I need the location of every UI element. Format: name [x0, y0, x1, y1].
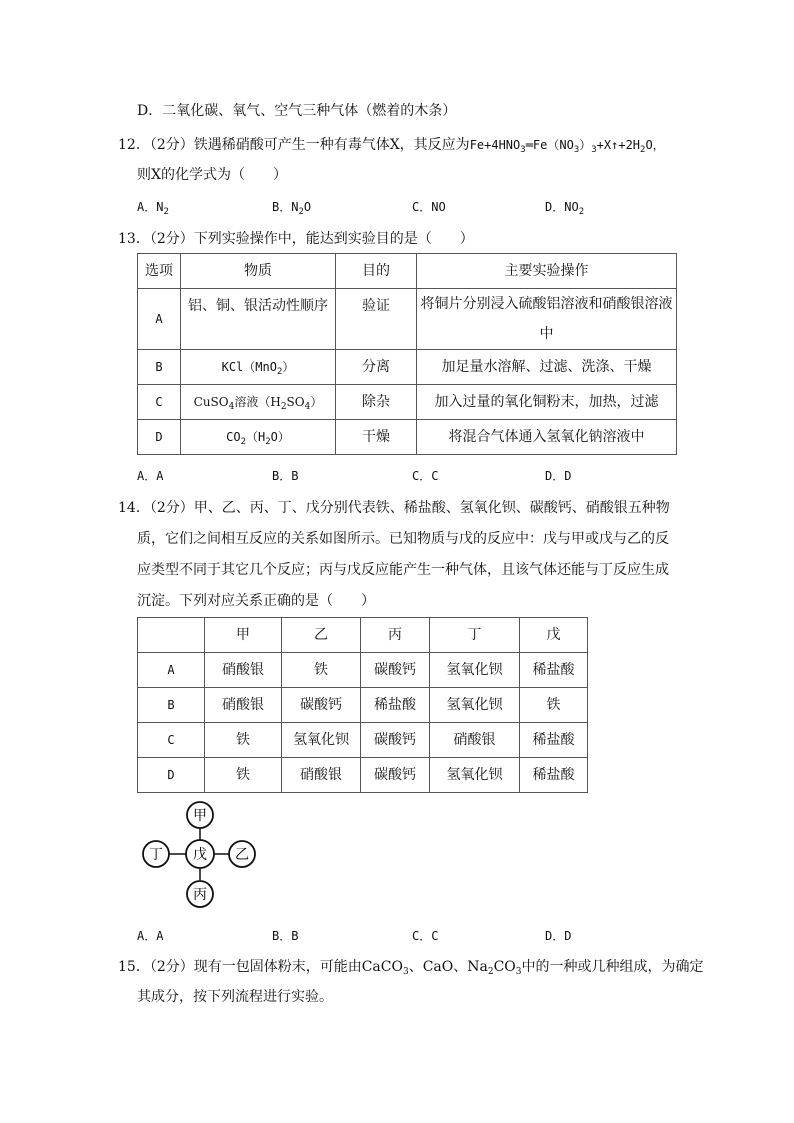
q13-table — [137, 253, 677, 455]
q12-option-b[interactable]: B．$N_2O$ — [272, 200, 312, 217]
q14-cell: A — [138, 653, 205, 688]
q14-stem-line4: 沉淀。下列对应关系正确的是（ ） — [137, 593, 375, 609]
q11-option-d: D．二氧化碳、氧气、空气三种气体（燃着的木条） — [137, 103, 457, 119]
q14-header-cell: 乙 — [282, 618, 361, 653]
diagram-node-right — [229, 841, 255, 867]
q13-option-b[interactable]: B．B — [272, 469, 299, 483]
q13-row-d — [138, 420, 677, 455]
q14-cell: 氢氧化钡 — [430, 688, 520, 723]
q14-relationship-diagram — [140, 800, 260, 915]
q14-row-c — [138, 723, 588, 758]
q13-cell: C — [138, 385, 181, 420]
q13-option-d[interactable]: D．D — [545, 469, 572, 483]
q13-header-cell: 主要实验操作 — [417, 254, 677, 289]
q14-header-row — [138, 618, 588, 653]
q14-option-b[interactable]: B．B — [272, 929, 299, 943]
q13-cell: D — [138, 420, 181, 455]
q13-option-c[interactable]: C．C — [412, 469, 439, 483]
q14-cell: 铁 — [520, 688, 588, 723]
q13-cell: 除杂 — [336, 385, 417, 420]
q13-cell: 干燥 — [336, 420, 417, 455]
q14-cell: 硝酸银 — [205, 688, 282, 723]
q14-stem-line1: 14．（2分）甲、乙、丙、丁、戊分别代表铁、稀盐酸、氢氧化钡、碳酸钙、硝酸银五种物 — [118, 500, 670, 516]
q14-header-cell: 丁 — [430, 618, 520, 653]
q13-row-c — [138, 385, 677, 420]
q13-cell: 分离 — [336, 350, 417, 385]
q14-cell: 氢氧化钡 — [430, 758, 520, 793]
q13-cell: A — [138, 289, 181, 350]
diagram-node-top-label: 甲 — [193, 808, 207, 824]
q14-cell: 稀盐酸 — [520, 653, 588, 688]
q13-header-cell: 物质 — [181, 254, 336, 289]
q13-header-row — [138, 254, 677, 289]
q14-row-d — [138, 758, 588, 793]
q12-option-a[interactable]: A．$N_2$ — [137, 200, 169, 217]
q14-cell: D — [138, 758, 205, 793]
q14-cell: 碳酸钙 — [361, 653, 430, 688]
q14-row-a — [138, 653, 588, 688]
q13-cell: $CO_2(H_2O)$ — [181, 420, 336, 455]
q14-cell: 氢氧化钡 — [282, 723, 361, 758]
q13-row-b — [138, 350, 677, 385]
q14-header-cell: 甲 — [205, 618, 282, 653]
q14-cell: 碳酸钙 — [282, 688, 361, 723]
q13-cell: CuSO$_4$溶液$(H_2SO_4)$ — [181, 385, 336, 420]
diagram-node-center — [186, 840, 214, 868]
q13-cell: 铝、铜、银活动性顺序 — [181, 289, 336, 350]
q14-cell: C — [138, 723, 205, 758]
q12-equation: $Fe+4HNO_3═Fe(NO_3)_3+X↑+2H_2O$， — [469, 138, 665, 155]
q14-option-c[interactable]: C．C — [412, 929, 439, 943]
q14-cell: B — [138, 688, 205, 723]
q15-stem-line1: 15．（2分）现有一包固体粉末，可能由CaCO$_3$、CaO、$Na_2CO_3$中的一种或几种组成，为确定 — [118, 959, 704, 977]
q13-cell: B — [138, 350, 181, 385]
q13-stem: 13．（2分）下列实验操作中，能达到实验目的是（ ） — [118, 231, 474, 247]
q13-cell: KCl（MnO$_2$） — [181, 350, 336, 385]
q14-cell: 稀盐酸 — [520, 723, 588, 758]
q14-row-b — [138, 688, 588, 723]
q14-table — [137, 617, 588, 793]
diagram-node-left-label: 丁 — [149, 847, 163, 863]
q14-header-cell: 丙 — [361, 618, 430, 653]
q14-cell: 硝酸银 — [205, 653, 282, 688]
q13-cell: 加足量水溶解、过滤、洗涤、干燥 — [417, 350, 677, 385]
diagram-node-top — [187, 802, 213, 828]
diagram-node-right-label: 乙 — [235, 847, 249, 863]
diagram-node-center-label: 戊 — [193, 847, 207, 863]
q13-cell: 验证 — [336, 289, 417, 350]
q12-stem-prefix: 12．（2分）铁遇稀硝酸可产生一种有毒气体X，其反应为 — [118, 137, 470, 153]
q13-cell: 加入过量的氧化铜粉末，加热，过滤 — [417, 385, 677, 420]
q14-option-a[interactable]: A．A — [137, 929, 164, 943]
q14-cell: 稀盐酸 — [361, 688, 430, 723]
q12-stem-line2: 则X的化学式为（ ） — [137, 167, 287, 183]
q14-cell: 稀盐酸 — [520, 758, 588, 793]
q14-header-cell — [138, 618, 205, 653]
q13-option-a[interactable]: A．A — [137, 469, 164, 483]
q14-cell: 氢氧化钡 — [430, 653, 520, 688]
q12-option-d[interactable]: D．$NO_2$ — [545, 200, 585, 217]
q14-cell: 铁 — [205, 723, 282, 758]
q12-stem-line1 — [118, 135, 665, 155]
diagram-node-left — [143, 841, 169, 867]
q14-cell: 硝酸银 — [282, 758, 361, 793]
q14-cell: 铁 — [205, 758, 282, 793]
q14-option-d[interactable]: D．D — [545, 929, 572, 943]
diagram-node-bottom-label: 丙 — [193, 887, 207, 903]
q15-stem-line2: 其成分，按下列流程进行实验。 — [137, 989, 333, 1005]
q14-cell: 碳酸钙 — [361, 723, 430, 758]
q13-cell: 将混合气体通入氢氧化钠溶液中 — [417, 420, 677, 455]
q12-option-c[interactable]: C．NO — [412, 200, 446, 214]
q14-cell: 碳酸钙 — [361, 758, 430, 793]
q14-stem-line3: 应类型不同于其它几个反应；丙与戊反应能产生一种气体，且该气体还能与丁反应生成 — [137, 562, 669, 578]
q13-header-cell: 目的 — [336, 254, 417, 289]
q14-cell: 硝酸银 — [430, 723, 520, 758]
diagram-node-bottom — [187, 881, 213, 907]
q13-cell: 将铜片分别浸入硫酸铝溶液和硝酸银溶液中 — [417, 289, 677, 350]
q13-row-a — [138, 289, 677, 350]
q14-cell: 铁 — [282, 653, 361, 688]
q13-header-cell: 选项 — [138, 254, 181, 289]
q14-stem-line2: 质，它们之间相互反应的关系如图所示。已知物质与戊的反应中：戊与甲或戊与乙的反 — [137, 531, 669, 547]
q14-header-cell: 戊 — [520, 618, 588, 653]
